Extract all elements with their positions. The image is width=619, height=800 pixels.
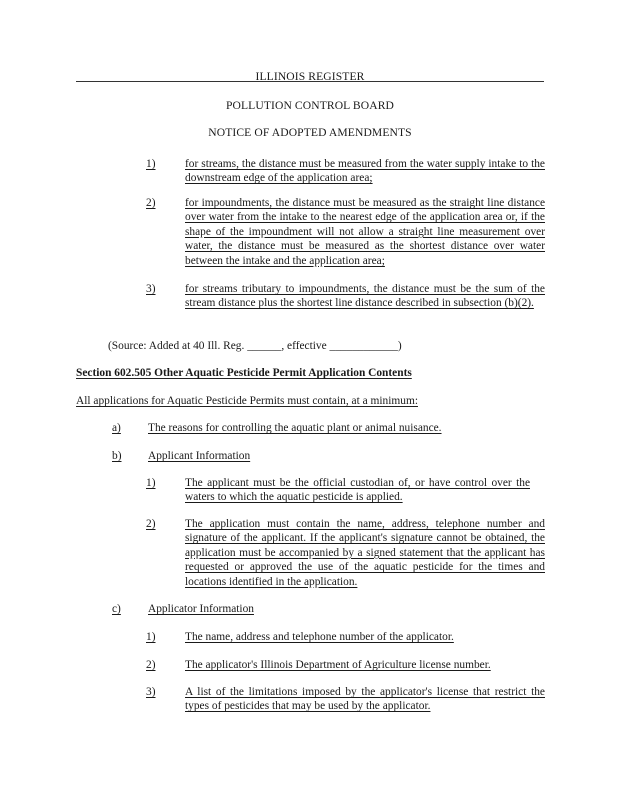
item-c-number: c) [112, 603, 121, 615]
item-b-text: Applicant Information [148, 450, 251, 462]
item-c-1-number: 1) [146, 631, 156, 643]
item-c-text: Applicator Information [148, 603, 254, 615]
intro-text: All applications for Aquatic Pesticide Permits must contain, at a minimum: [76, 395, 418, 407]
item-b-2-number: 2) [146, 518, 156, 530]
top-item-3-number: 3) [146, 283, 156, 295]
item-b-1-number: 1) [146, 477, 156, 489]
top-item-2-text: for impoundments, the distance must be measured as the straight line distance over water from the intake to the nearest edge of the application area or, if the shape of the impoundment will not allow a straight line measurement over water, the distance must be measured as the shortest distance over water between the intake and the application area; [185, 197, 545, 267]
register-title: ILLINOIS REGISTER [255, 70, 365, 83]
source-note: (Source: Added at 40 Ill. Reg. ______, effective ____________) [108, 340, 402, 352]
item-c-3-number: 3) [146, 686, 156, 698]
item-b-1-text: The applicant must be the official custodian of, or have control over the waters to which the aquatic pesticide is applied. [185, 477, 530, 504]
item-c-1-text: The name, address and telephone number of the applicator. [185, 631, 454, 643]
item-b-number: b) [112, 450, 122, 462]
section-title: Section 602.505 Other Aquatic Pesticide Permit Application Contents [76, 367, 412, 379]
top-item-1-number: 1) [146, 158, 156, 170]
item-a-number: a) [112, 422, 121, 434]
board-title: POLLUTION CONTROL BOARD [225, 99, 395, 112]
top-item-3-text: for streams tributary to impoundments, the distance must be the sum of the stream distance plus the shortest line distance described in subsection (b)(2). [185, 283, 545, 310]
top-item-2-number: 2) [146, 197, 156, 209]
item-c-2-text: The applicator's Illinois Department of Agriculture license number. [185, 659, 491, 671]
notice-title: NOTICE OF ADOPTED AMENDMENTS [208, 126, 412, 139]
item-a-text: The reasons for controlling the aquatic plant or animal nuisance. [148, 422, 442, 434]
item-b-2-text: The application must contain the name, address, telephone number and signature of the applicant. If the applicant's signature cannot be obtained, the application must be accompanied by a signed statement that the applicant has requested or approved the use of the aquatic pesticide for the times and locations identified in the application. [185, 518, 545, 588]
item-c-2-number: 2) [146, 659, 156, 671]
top-item-1-text: for streams, the distance must be measured from the water supply intake to the downstream edge of the application area; [185, 158, 545, 185]
item-c-3-text: A list of the limitations imposed by the applicator's license that restrict the types of pesticides that may be used by the applicator. [185, 686, 545, 713]
